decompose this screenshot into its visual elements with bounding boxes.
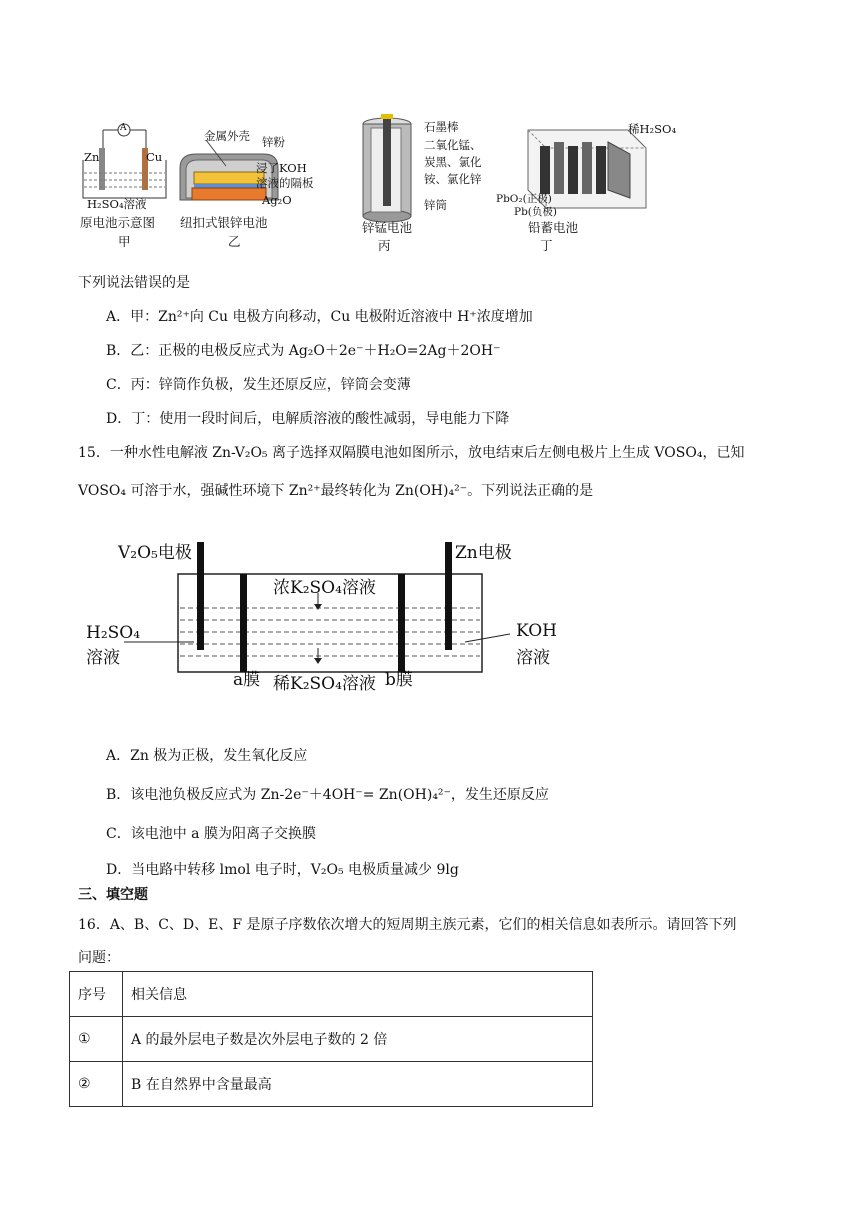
table-header-cell: 序号 [70, 972, 123, 1017]
cu-label: Cu [146, 150, 163, 164]
bing-can: 锌筒 [424, 198, 447, 212]
q14-option-a: A．甲：Zn²⁺向 Cu 电极方向移动，Cu 电极附近溶液中 H⁺浓度增加 [106, 309, 533, 325]
h2so4-label-2: 溶液 [86, 648, 120, 668]
table-header-row [70, 972, 593, 1017]
zn-label: Zn [84, 150, 100, 164]
bing-tag: 丙 [378, 238, 391, 253]
dilute-k2so4-label: 稀K₂SO₄溶液 [273, 674, 376, 694]
q16-line-1: 16．A、B、C、D、E、F 是原子序数依次增大的短周期主族元素，它们的相关信息如表所示。请回答下列 [78, 917, 737, 933]
koh-label-2: 溶液 [516, 648, 550, 668]
q15-option-b: B．该电池负极反应式为 Zn-2e⁻＋4OH⁻= Zn(OH)₄²⁻，发生还原反应 [106, 787, 549, 803]
ding-pos: PbO₂(正极) [496, 193, 552, 205]
v2o5-electrode-label: V₂O₅电极 [118, 543, 192, 563]
table-cell: B 在自然界中含量最高 [123, 1062, 593, 1107]
conc-k2so4-label: 浓K₂SO₄溶液 [273, 578, 376, 598]
yi-separator-2: 溶液的隔板 [256, 176, 314, 190]
q14-option-b: B．乙：正极的电极反应式为 Ag₂O＋2e⁻＋H₂O=2Ag＋2OH⁻ [106, 343, 501, 359]
zn-electrode-label: Zn电极 [455, 543, 512, 563]
yi-shell: 金属外壳 [204, 129, 250, 143]
ding-tag: 丁 [540, 238, 553, 253]
q15-option-c: C．该电池中 a 膜为阳离子交换膜 [106, 826, 316, 842]
q14-option-c: C．丙：锌筒作负极，发生还原反应，锌筒会变薄 [106, 377, 411, 393]
figure-bing [357, 114, 417, 224]
h2so4-label-1: H₂SO₄ [86, 623, 141, 643]
q14-option-d: D．丁：使用一段时间后，电解质溶液的酸性减弱，导电能力下降 [106, 411, 510, 427]
bing-fill-1: 二氧化锰、 [424, 138, 482, 152]
jia-caption: 原电池示意图 [80, 215, 156, 230]
ding-neg: Pb(负极) [514, 206, 557, 218]
yi-caption: 纽扣式银锌电池 [180, 215, 268, 230]
q15-line-1: 15．一种水性电解液 Zn-V₂O₅ 离子选择双隔膜电池如图所示，放电结束后左侧电极片上生成 VOSO₄，已知 [78, 445, 745, 461]
bing-fill-3: 铵、氯化锌 [424, 172, 482, 186]
info-table [69, 971, 593, 1107]
q14-stem: 下列说法错误的是 [78, 275, 190, 291]
bing-caption: 锌锰电池 [362, 220, 413, 235]
section-title: 三、填空题 [78, 887, 148, 903]
table-row [70, 1017, 593, 1062]
jia-solution: H₂SO₄溶液 [87, 197, 147, 211]
table-row [70, 1062, 593, 1107]
meter-label: A [120, 123, 127, 133]
table-header-cell: 相关信息 [123, 972, 593, 1017]
b-membrane-label: b膜 [385, 670, 413, 690]
bing-fill-2: 炭黑、氯化 [424, 155, 482, 169]
q15-option-a: A．Zn 极为正极，发生氧化反应 [106, 748, 308, 764]
ding-acid: 稀H₂SO₄ [628, 122, 677, 136]
yi-ag2o: Ag₂O [262, 193, 292, 207]
table-cell: A 的最外层电子数是次外层电子数的 2 倍 [123, 1017, 593, 1062]
ding-caption: 铅蓄电池 [528, 220, 579, 235]
table-cell: ② [70, 1062, 123, 1107]
q15-line-2: VOSO₄ 可溶于水，强碱性环境下 Zn²⁺最终转化为 Zn(OH)₄²⁻。下列说法正确的是 [78, 483, 594, 499]
jia-tag: 甲 [118, 234, 131, 249]
q16-line-2: 问题： [78, 950, 120, 966]
table-cell: ① [70, 1017, 123, 1062]
yi-tag: 乙 [228, 234, 241, 249]
yi-separator-1: 浸了KOH [256, 161, 307, 175]
koh-label-1: KOH [516, 621, 558, 641]
q15-option-d: D．当电路中转移 lmol 电子时，V₂O₅ 电极质量减少 9lg [106, 862, 459, 878]
bing-rod: 石墨棒 [424, 120, 459, 134]
yi-zinc-powder: 锌粉 [262, 135, 285, 149]
a-membrane-label: a膜 [233, 670, 261, 690]
